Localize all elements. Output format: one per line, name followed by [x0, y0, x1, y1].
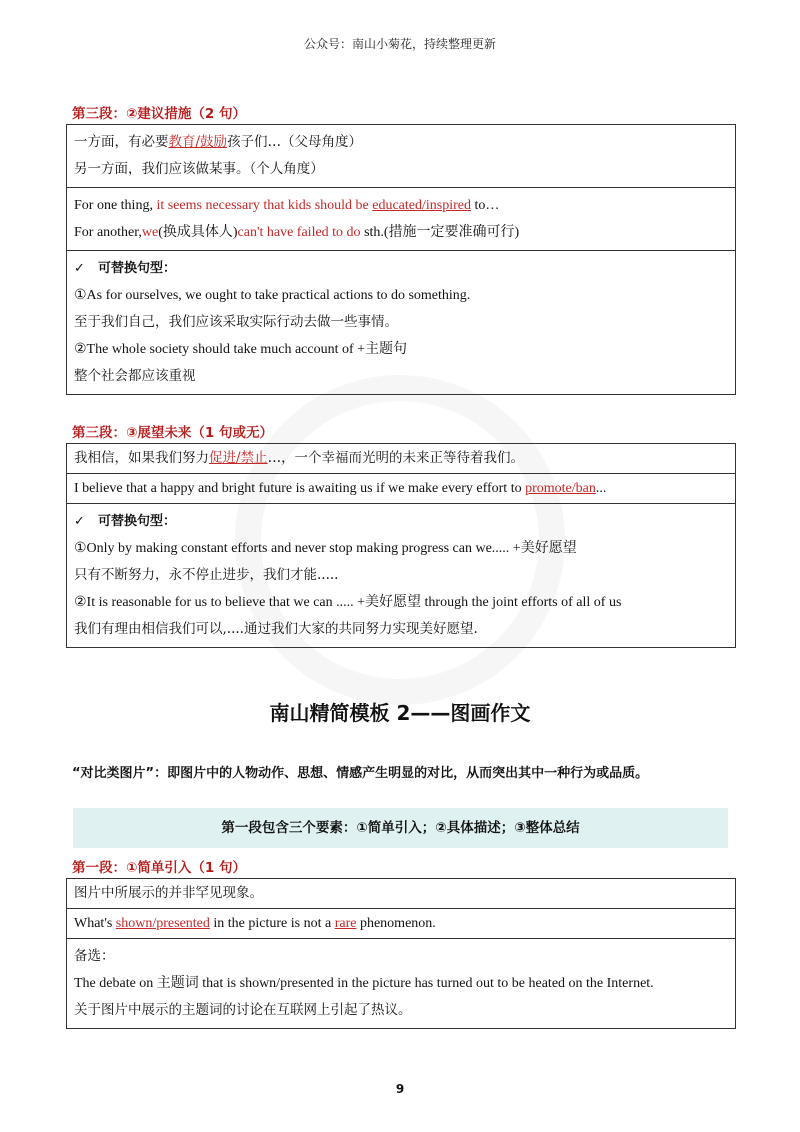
outlook-chinese-cell — [67, 444, 736, 474]
template-title: 南山精简模板 2——图画作文 — [269, 701, 531, 725]
check-icon: ✓ — [74, 261, 85, 276]
introduction-zh-line: 图片中所展示的并非罕见现象。 — [74, 885, 263, 901]
outlook-table — [66, 443, 736, 648]
check-icon: ✓ — [74, 514, 85, 529]
alternative-translation: 至于我们自己，我们应该采取实际行动去做一些事情。 — [74, 314, 398, 330]
outlook-english-cell — [67, 474, 736, 504]
highlight-text: shown/presented — [115, 916, 210, 931]
alternative-translation: 我们有理由相信我们可以,....通过我们大家的共同努力实现美好愿望. — [74, 621, 478, 637]
outlook-zh-line: 我相信，如果我们努力促进/禁止…，一个幸福而光明的未来正等待着我们。 — [74, 450, 525, 466]
introduction-chinese-cell — [67, 879, 736, 909]
suggestions-chinese-cell — [67, 125, 736, 188]
alternatives-label: ✓ 可替换句型： — [74, 508, 728, 535]
alternatives-label: 备选： — [74, 948, 115, 964]
alternative-sentence: ②The whole society should take much account of +主题句 — [74, 342, 408, 357]
section-title-suggestions: 第三段：②建议措施（2 句） — [72, 106, 247, 122]
highlight-text: 促进/禁止 — [209, 450, 268, 466]
introduction-table — [66, 878, 736, 1029]
section-title-introduction: 第一段：①简单引入（1 句） — [72, 860, 247, 876]
highlight-text: educated/inspired — [372, 198, 471, 213]
suggestions-en-line-1: For one thing, it seems necessary that kids should be educated/inspired to… — [74, 198, 500, 213]
page-header: 公众号：南山小菊花，持续整理更新 — [303, 37, 496, 51]
alternative-translation: 关于图片中展示的主题词的讨论在互联网上引起了热议。 — [74, 1002, 412, 1018]
alternative-translation: 只有不断努力，永不停止进步，我们才能..... — [74, 567, 339, 583]
page-number: 9 — [395, 1082, 405, 1096]
introduction-alternatives-cell — [67, 939, 736, 1029]
highlight-text: 教育/鼓励 — [168, 134, 228, 150]
alternative-sentence: ②It is reasonable for us to believe that we can ..... +美好愿望 through the joint efforts of all of us — [74, 595, 622, 610]
alternative-sentence: The debate on 主题词 that is shown/presented in the picture has turned out to be heated on the Internet. — [74, 976, 654, 991]
elements-banner: 第一段包含三个要素：①简单引入；②具体描述；③整体总结 — [73, 808, 728, 848]
intro-text: “对比类图片”：即图片中的人物动作、思想、情感产生明显的对比，从而突出其中一种行为或品质。 — [72, 766, 649, 781]
alternative-sentence: ①As for ourselves, we ought to take practical actions to do something. — [74, 288, 471, 303]
section-title-outlook: 第三段：③展望未来（1 句或无） — [72, 425, 274, 441]
outlook-en-line: I believe that a happy and bright future is awaiting us if we make every effort to promote/ban... — [74, 481, 607, 496]
suggestions-alternatives-cell — [67, 251, 736, 395]
alternative-sentence: ①Only by making constant efforts and never stop making progress can we..... +美好愿望 — [74, 541, 577, 556]
suggestions-en-line-2: For another,we(换成具体人)can't have failed to do sth.(措施一定要准确可行) — [74, 225, 520, 240]
suggestions-zh-line-1: 一方面，有必要教育/鼓励孩子们…（父母角度） — [74, 134, 363, 150]
alternatives-label: ✓ 可替换句型： — [74, 255, 728, 282]
introduction-en-line: What's shown/presented in the picture is not a rare phenomenon. — [74, 916, 436, 931]
alternative-translation: 整个社会都应该重视 — [74, 368, 196, 384]
suggestions-zh-line-2: 另一方面，我们应该做某事。（个人角度） — [74, 161, 324, 177]
highlight-text: promote/ban — [525, 481, 596, 496]
outlook-alternatives-cell — [67, 504, 736, 648]
introduction-english-cell — [67, 909, 736, 939]
suggestions-english-cell — [67, 188, 736, 251]
highlight-text: rare — [334, 916, 357, 931]
suggestions-table — [66, 124, 736, 395]
